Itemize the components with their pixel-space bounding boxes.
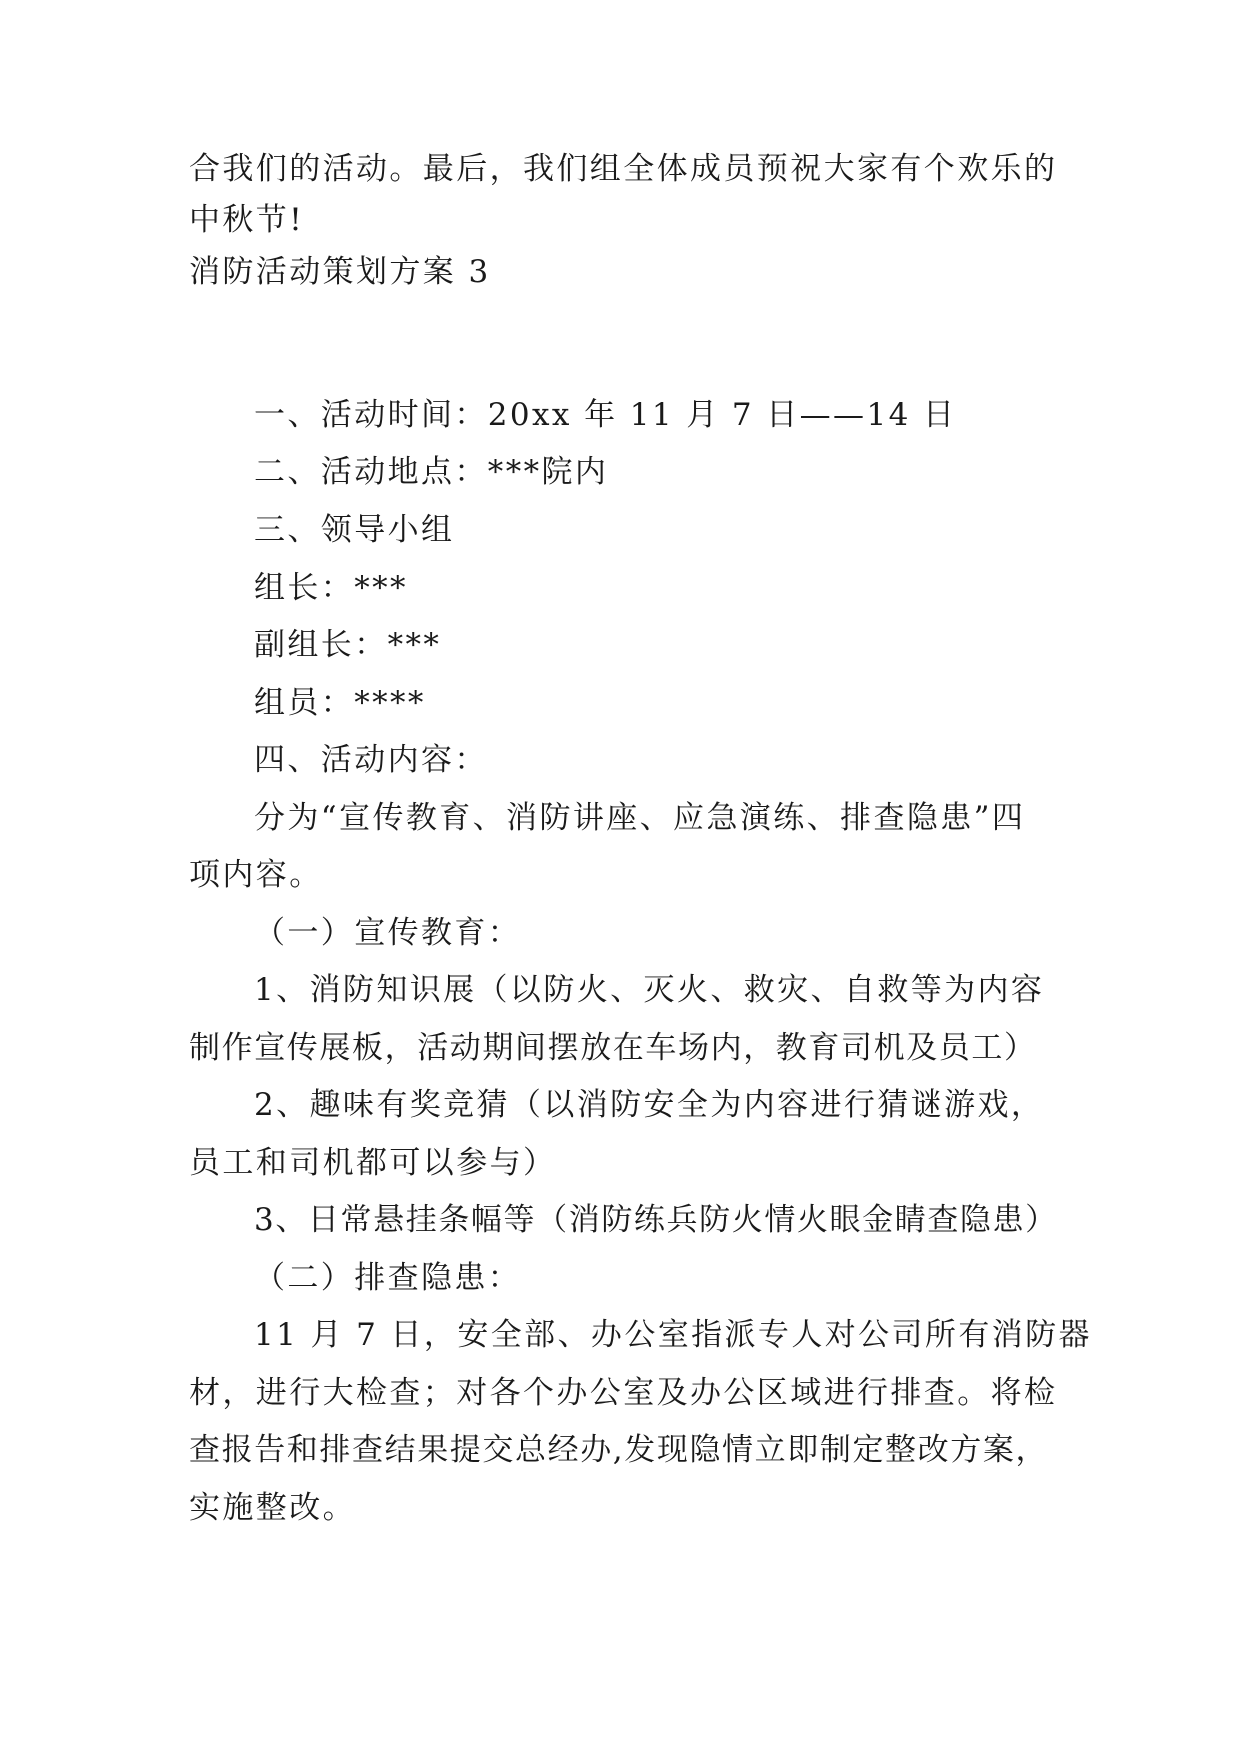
item-2-line-2: 员工和司机都可以参与） [189, 1145, 557, 1181]
content-paragraph-line-1: 分为“宣传教育、消防讲座、应急演练、排查隐患”四 [254, 800, 1026, 836]
inspection-paragraph-line-4: 实施整改。 [189, 1490, 356, 1526]
inspection-paragraph-line-1: 11 月 7 日，安全部、办公室指派专人对公司所有消防器 [254, 1317, 1092, 1353]
inspection-paragraph-line-2: 材，进行大检查；对各个办公室及办公区域进行排查。将检 [189, 1375, 1058, 1411]
inspection-paragraph-line-3: 查报告和排查结果提交总经办,发现隐情立即制定整改方案， [189, 1432, 1049, 1468]
item-1-line-1: 1、消防知识展（以防火、灭火、救灾、自救等为内容 [254, 972, 1045, 1008]
group-leader: 组长：*** [254, 570, 408, 606]
subsection-heading-inspection: （二）排查隐患： [254, 1260, 522, 1296]
activity-time: 一、活动时间：20xx 年 11 月 7 日——14 日 [254, 397, 957, 433]
group-members: 组员：**** [254, 685, 426, 721]
paragraph-continuation-line-2: 中秋节! [189, 202, 305, 238]
leadership-group-heading: 三、领导小组 [254, 512, 455, 548]
deputy-group-leader: 副组长：*** [254, 627, 442, 663]
activity-content-heading: 四、活动内容： [254, 742, 488, 778]
content-paragraph-line-2: 项内容。 [189, 857, 323, 893]
subsection-heading-publicity: （一）宣传教育： [254, 915, 522, 951]
item-1-line-2: 制作宣传展板，活动期间摆放在车场内，教育司机及员工） [189, 1030, 1037, 1066]
item-2-line-1: 2、趣味有奖竞猜（以消防安全为内容进行猜谜游戏， [254, 1087, 1045, 1123]
paragraph-continuation-line-1: 合我们的活动。最后，我们组全体成员预祝大家有个欢乐的 [189, 151, 1058, 187]
item-3: 3、日常悬挂条幅等（消防练兵防火情火眼金睛查隐患） [254, 1202, 1058, 1238]
activity-location: 二、活动地点：***院内 [254, 454, 609, 490]
section-title: 消防活动策划方案 3 [189, 254, 491, 290]
